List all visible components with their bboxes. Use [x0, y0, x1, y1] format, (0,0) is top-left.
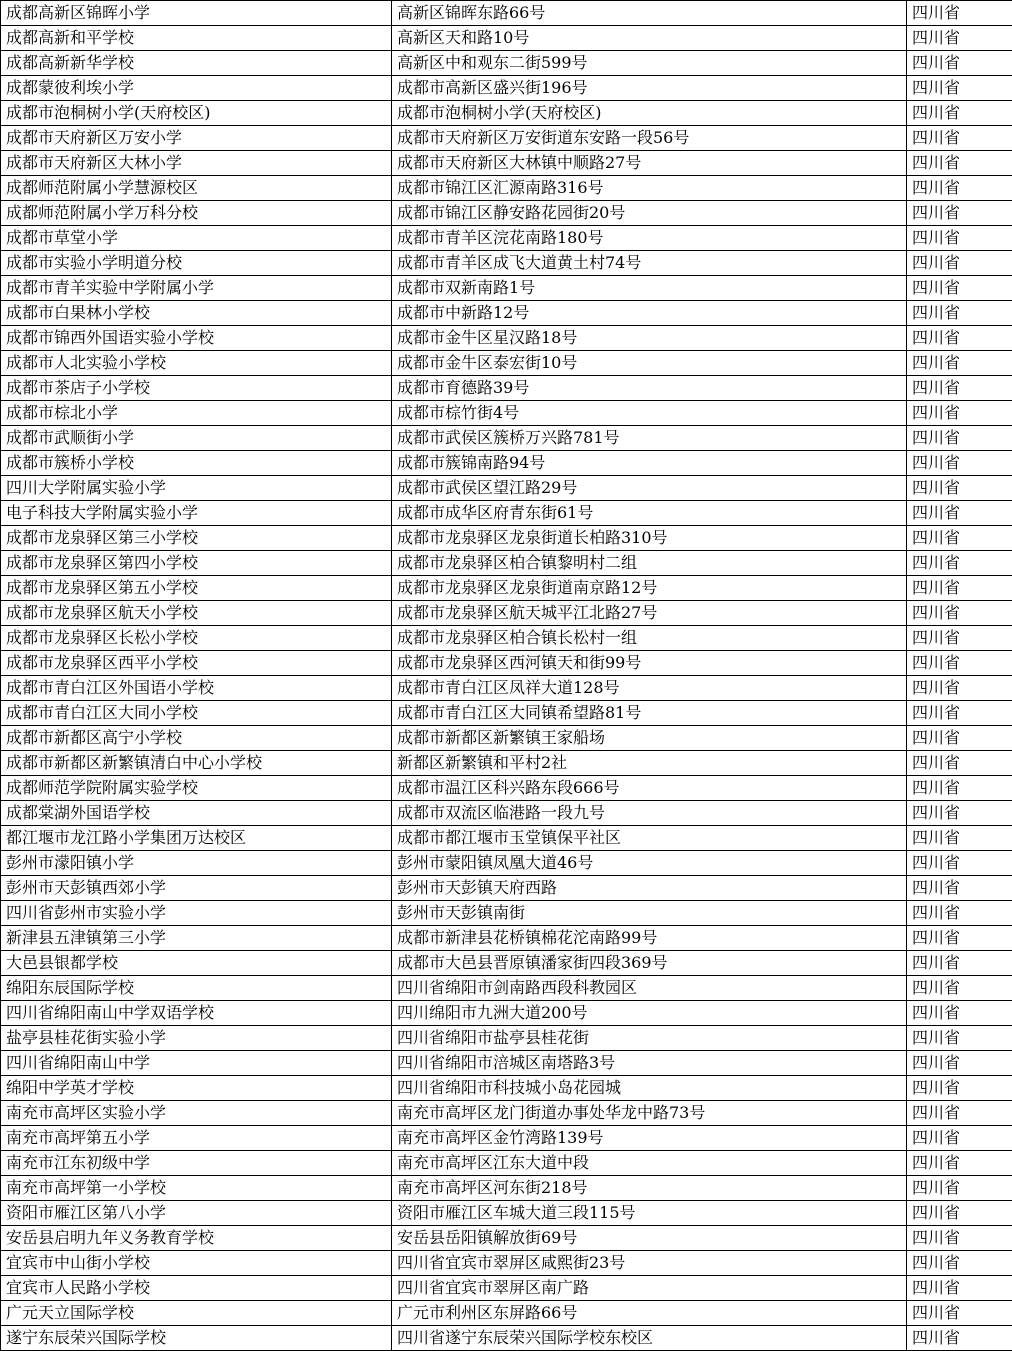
- province-cell: 四川省: [907, 601, 1012, 626]
- school-name-cell: 成都市龙泉驿区第三小学校: [1, 526, 392, 551]
- province-cell: 四川省: [907, 551, 1012, 576]
- table-row: [1, 26, 1012, 51]
- table-row: [1, 1051, 1012, 1076]
- address-cell: 新都区新繁镇和平村2社: [392, 751, 907, 776]
- table-row: [1, 701, 1012, 726]
- table-row: [1, 1126, 1012, 1151]
- school-name-cell: 成都市草堂小学: [1, 226, 392, 251]
- address-cell: 南充市高坪区河东街218号: [392, 1176, 907, 1201]
- province-cell: 四川省: [907, 1126, 1012, 1151]
- address-cell: 四川省绵阳市盐亭县桂花街: [392, 1026, 907, 1051]
- province-cell: 四川省: [907, 401, 1012, 426]
- address-cell: 成都市龙泉驿区西河镇天和街99号: [392, 651, 907, 676]
- school-name-cell: 成都市天府新区大林小学: [1, 151, 392, 176]
- address-cell: 南充市高坪区江东大道中段: [392, 1151, 907, 1176]
- table-row: [1, 776, 1012, 801]
- school-name-cell: 四川省绵阳南山中学: [1, 1051, 392, 1076]
- school-name-cell: 成都市龙泉驿区长松小学校: [1, 626, 392, 651]
- table-row: [1, 301, 1012, 326]
- school-name-cell: 宜宾市中山街小学校: [1, 1251, 392, 1276]
- province-cell: 四川省: [907, 151, 1012, 176]
- address-cell: 四川省宜宾市翠屏区南广路: [392, 1276, 907, 1301]
- school-name-cell: 南充市高坪区实验小学: [1, 1101, 392, 1126]
- school-name-cell: 成都市天府新区万安小学: [1, 126, 392, 151]
- table-row: [1, 651, 1012, 676]
- address-cell: 成都市天府新区大林镇中顺路27号: [392, 151, 907, 176]
- province-cell: 四川省: [907, 976, 1012, 1001]
- province-cell: 四川省: [907, 101, 1012, 126]
- school-name-cell: 成都棠湖外国语学校: [1, 801, 392, 826]
- province-cell: 四川省: [907, 1276, 1012, 1301]
- table-body: [1, 1, 1012, 1351]
- table-row: [1, 726, 1012, 751]
- school-name-cell: 成都市武顺街小学: [1, 426, 392, 451]
- province-cell: 四川省: [907, 1151, 1012, 1176]
- address-cell: 四川省绵阳市科技城小岛花园城: [392, 1076, 907, 1101]
- school-name-cell: 安岳县启明九年义务教育学校: [1, 1226, 392, 1251]
- school-name-cell: 成都市锦西外国语实验小学校: [1, 326, 392, 351]
- province-cell: 四川省: [907, 901, 1012, 926]
- table-row: [1, 1326, 1012, 1351]
- province-cell: 四川省: [907, 226, 1012, 251]
- table-row: [1, 951, 1012, 976]
- province-cell: 四川省: [907, 826, 1012, 851]
- address-cell: 彭州市天彭镇南街: [392, 901, 907, 926]
- province-cell: 四川省: [907, 626, 1012, 651]
- province-cell: 四川省: [907, 701, 1012, 726]
- table-row: [1, 1201, 1012, 1226]
- school-name-cell: 都江堰市龙江路小学集团万达校区: [1, 826, 392, 851]
- school-name-cell: 成都市泡桐树小学(天府校区): [1, 101, 392, 126]
- table-row: [1, 351, 1012, 376]
- address-cell: 彭州市蒙阳镇凤凰大道46号: [392, 851, 907, 876]
- address-cell: 成都市锦江区静安路花园街20号: [392, 201, 907, 226]
- address-cell: 成都市成华区府青东街61号: [392, 501, 907, 526]
- province-cell: 四川省: [907, 476, 1012, 501]
- table-row: [1, 276, 1012, 301]
- address-cell: 广元市利州区东屏路66号: [392, 1301, 907, 1326]
- province-cell: 四川省: [907, 851, 1012, 876]
- address-cell: 南充市高坪区龙门街道办事处华龙中路73号: [392, 1101, 907, 1126]
- school-name-cell: 南充市高坪第一小学校: [1, 1176, 392, 1201]
- province-cell: 四川省: [907, 76, 1012, 101]
- address-cell: 成都市锦江区汇源南路316号: [392, 176, 907, 201]
- address-cell: 安岳县岳阳镇解放街69号: [392, 1226, 907, 1251]
- address-cell: 四川绵阳市九洲大道200号: [392, 1001, 907, 1026]
- province-cell: 四川省: [907, 201, 1012, 226]
- table-row: [1, 1176, 1012, 1201]
- table-row: [1, 1026, 1012, 1051]
- address-cell: 成都市双流区临港路一段九号: [392, 801, 907, 826]
- table-row: [1, 1001, 1012, 1026]
- address-cell: 成都市簇锦南路94号: [392, 451, 907, 476]
- province-cell: 四川省: [907, 676, 1012, 701]
- school-name-cell: 彭州市濛阳镇小学: [1, 851, 392, 876]
- school-name-cell: 成都市新都区新繁镇清白中心小学校: [1, 751, 392, 776]
- province-cell: 四川省: [907, 801, 1012, 826]
- school-name-cell: 资阳市雁江区第八小学: [1, 1201, 392, 1226]
- school-name-cell: 盐亭县桂花街实验小学: [1, 1026, 392, 1051]
- school-name-cell: 成都市茶店子小学校: [1, 376, 392, 401]
- address-cell: 成都市龙泉驿区柏合镇黎明村二组: [392, 551, 907, 576]
- province-cell: 四川省: [907, 301, 1012, 326]
- province-cell: 四川省: [907, 1326, 1012, 1351]
- province-cell: 四川省: [907, 51, 1012, 76]
- table-row: [1, 1076, 1012, 1101]
- table-row: [1, 251, 1012, 276]
- province-cell: 四川省: [907, 526, 1012, 551]
- school-name-cell: 南充市高坪第五小学: [1, 1126, 392, 1151]
- school-name-cell: 成都市龙泉驿区航天小学校: [1, 601, 392, 626]
- school-name-cell: 南充市江东初级中学: [1, 1151, 392, 1176]
- address-cell: 四川省绵阳市涪城区南塔路3号: [392, 1051, 907, 1076]
- table-row: [1, 526, 1012, 551]
- table-row: [1, 201, 1012, 226]
- province-cell: 四川省: [907, 276, 1012, 301]
- table-row: [1, 426, 1012, 451]
- school-name-cell: 绵阳东辰国际学校: [1, 976, 392, 1001]
- province-cell: 四川省: [907, 926, 1012, 951]
- table-row: [1, 51, 1012, 76]
- school-name-cell: 成都高新区锦晖小学: [1, 1, 392, 26]
- province-cell: 四川省: [907, 776, 1012, 801]
- school-name-cell: 彭州市天彭镇西郊小学: [1, 876, 392, 901]
- table-row: [1, 551, 1012, 576]
- address-cell: 成都市青白江区凤祥大道128号: [392, 676, 907, 701]
- province-cell: 四川省: [907, 1226, 1012, 1251]
- address-cell: 成都市龙泉驿区龙泉街道长柏路310号: [392, 526, 907, 551]
- address-cell: 彭州市天彭镇天府西路: [392, 876, 907, 901]
- address-cell: 成都市龙泉驿区柏合镇长松村一组: [392, 626, 907, 651]
- province-cell: 四川省: [907, 1251, 1012, 1276]
- address-cell: 成都市龙泉驿区航天城平江北路27号: [392, 601, 907, 626]
- address-cell: 成都市青羊区成飞大道黄土村74号: [392, 251, 907, 276]
- school-name-cell: 宜宾市人民路小学校: [1, 1276, 392, 1301]
- address-cell: 南充市高坪区金竹湾路139号: [392, 1126, 907, 1151]
- table-row: [1, 151, 1012, 176]
- address-cell: 成都市大邑县晋原镇潘家街四段369号: [392, 951, 907, 976]
- province-cell: 四川省: [907, 1051, 1012, 1076]
- school-name-cell: 成都市青白江区外国语小学校: [1, 676, 392, 701]
- school-name-cell: 成都市新都区高宁小学校: [1, 726, 392, 751]
- address-cell: 成都市温江区科兴路东段666号: [392, 776, 907, 801]
- province-cell: 四川省: [907, 251, 1012, 276]
- province-cell: 四川省: [907, 351, 1012, 376]
- school-name-cell: 成都市白果林小学校: [1, 301, 392, 326]
- address-cell: 成都市金牛区星汉路18号: [392, 326, 907, 351]
- table-row: [1, 451, 1012, 476]
- province-cell: 四川省: [907, 576, 1012, 601]
- province-cell: 四川省: [907, 726, 1012, 751]
- table-row: [1, 901, 1012, 926]
- province-cell: 四川省: [907, 876, 1012, 901]
- table-row: [1, 801, 1012, 826]
- school-name-cell: 成都师范附属小学万科分校: [1, 201, 392, 226]
- address-cell: 成都市都江堰市玉堂镇保平社区: [392, 826, 907, 851]
- school-name-cell: 成都蒙彼利埃小学: [1, 76, 392, 101]
- province-cell: 四川省: [907, 451, 1012, 476]
- table-row: [1, 1226, 1012, 1251]
- address-cell: 成都市天府新区万安街道东安路一段56号: [392, 126, 907, 151]
- table-row: [1, 76, 1012, 101]
- province-cell: 四川省: [907, 426, 1012, 451]
- province-cell: 四川省: [907, 126, 1012, 151]
- school-name-cell: 成都市实验小学明道分校: [1, 251, 392, 276]
- table-row: [1, 826, 1012, 851]
- table-row: [1, 676, 1012, 701]
- province-cell: 四川省: [907, 1176, 1012, 1201]
- school-name-cell: 成都市青羊实验中学附属小学: [1, 276, 392, 301]
- address-cell: 高新区锦晖东路66号: [392, 1, 907, 26]
- address-cell: 成都市武侯区望江路29号: [392, 476, 907, 501]
- table-row: [1, 326, 1012, 351]
- province-cell: 四川省: [907, 1101, 1012, 1126]
- school-name-cell: 广元天立国际学校: [1, 1301, 392, 1326]
- table-row: [1, 1, 1012, 26]
- province-cell: 四川省: [907, 326, 1012, 351]
- table-row: [1, 1276, 1012, 1301]
- table-row: [1, 501, 1012, 526]
- province-cell: 四川省: [907, 176, 1012, 201]
- address-cell: 高新区天和路10号: [392, 26, 907, 51]
- address-cell: 资阳市雁江区车城大道三段115号: [392, 1201, 907, 1226]
- table-row: [1, 1301, 1012, 1326]
- address-cell: 成都市高新区盛兴街196号: [392, 76, 907, 101]
- province-cell: 四川省: [907, 1201, 1012, 1226]
- province-cell: 四川省: [907, 26, 1012, 51]
- table-row: [1, 401, 1012, 426]
- school-name-cell: 成都师范学院附属实验学校: [1, 776, 392, 801]
- school-name-cell: 四川省彭州市实验小学: [1, 901, 392, 926]
- school-name-cell: 四川省绵阳南山中学双语学校: [1, 1001, 392, 1026]
- table-row: [1, 976, 1012, 1001]
- address-cell: 四川省绵阳市剑南路西段科教园区: [392, 976, 907, 1001]
- table-row: [1, 876, 1012, 901]
- school-name-cell: 电子科技大学附属实验小学: [1, 501, 392, 526]
- address-cell: 成都市新津县花桥镇棉花沱南路99号: [392, 926, 907, 951]
- school-name-cell: 遂宁东辰荣兴国际学校: [1, 1326, 392, 1351]
- province-cell: 四川省: [907, 1301, 1012, 1326]
- school-name-cell: 绵阳中学英才学校: [1, 1076, 392, 1101]
- school-name-cell: 成都市青白江区大同小学校: [1, 701, 392, 726]
- table-row: [1, 126, 1012, 151]
- table-row: [1, 576, 1012, 601]
- address-cell: 四川省宜宾市翠屏区咸熙街23号: [392, 1251, 907, 1276]
- province-cell: 四川省: [907, 951, 1012, 976]
- address-cell: 成都市新都区新繁镇王家船场: [392, 726, 907, 751]
- address-cell: 四川省遂宁东辰荣兴国际学校东校区: [392, 1326, 907, 1351]
- address-cell: 成都市双新南路1号: [392, 276, 907, 301]
- school-name-cell: 成都市龙泉驿区第五小学校: [1, 576, 392, 601]
- table-row: [1, 376, 1012, 401]
- address-cell: 成都市青羊区浣花南路180号: [392, 226, 907, 251]
- province-cell: 四川省: [907, 501, 1012, 526]
- school-name-cell: 成都市簇桥小学校: [1, 451, 392, 476]
- address-cell: 成都市中新路12号: [392, 301, 907, 326]
- address-cell: 成都市棕竹街4号: [392, 401, 907, 426]
- table-row: [1, 626, 1012, 651]
- address-cell: 成都市武侯区簇桥万兴路781号: [392, 426, 907, 451]
- table-row: [1, 101, 1012, 126]
- table-row: [1, 926, 1012, 951]
- school-name-cell: 成都高新和平学校: [1, 26, 392, 51]
- school-name-cell: 成都市龙泉驿区第四小学校: [1, 551, 392, 576]
- school-name-cell: 成都市人北实验小学校: [1, 351, 392, 376]
- address-cell: 成都市金牛区泰宏街10号: [392, 351, 907, 376]
- province-cell: 四川省: [907, 1001, 1012, 1026]
- province-cell: 四川省: [907, 651, 1012, 676]
- table-row: [1, 851, 1012, 876]
- table-row: [1, 751, 1012, 776]
- province-cell: 四川省: [907, 1026, 1012, 1051]
- school-name-cell: 成都师范附属小学慧源校区: [1, 176, 392, 201]
- province-cell: 四川省: [907, 1076, 1012, 1101]
- school-name-cell: 新津县五津镇第三小学: [1, 926, 392, 951]
- address-cell: 成都市龙泉驿区龙泉街道南京路12号: [392, 576, 907, 601]
- address-cell: 成都市泡桐树小学(天府校区): [392, 101, 907, 126]
- province-cell: 四川省: [907, 751, 1012, 776]
- table-row: [1, 226, 1012, 251]
- school-name-cell: 成都市棕北小学: [1, 401, 392, 426]
- school-name-cell: 大邑县银都学校: [1, 951, 392, 976]
- table-row: [1, 1101, 1012, 1126]
- school-name-cell: 成都高新新华学校: [1, 51, 392, 76]
- province-cell: 四川省: [907, 376, 1012, 401]
- address-cell: 成都市育德路39号: [392, 376, 907, 401]
- table-row: [1, 601, 1012, 626]
- school-name-cell: 四川大学附属实验小学: [1, 476, 392, 501]
- table-row: [1, 176, 1012, 201]
- table-row: [1, 1151, 1012, 1176]
- address-cell: 高新区中和观东二街599号: [392, 51, 907, 76]
- address-cell: 成都市青白江区大同镇希望路81号: [392, 701, 907, 726]
- province-cell: 四川省: [907, 1, 1012, 26]
- table-row: [1, 476, 1012, 501]
- table-row: [1, 1251, 1012, 1276]
- school-name-cell: 成都市龙泉驿区西平小学校: [1, 651, 392, 676]
